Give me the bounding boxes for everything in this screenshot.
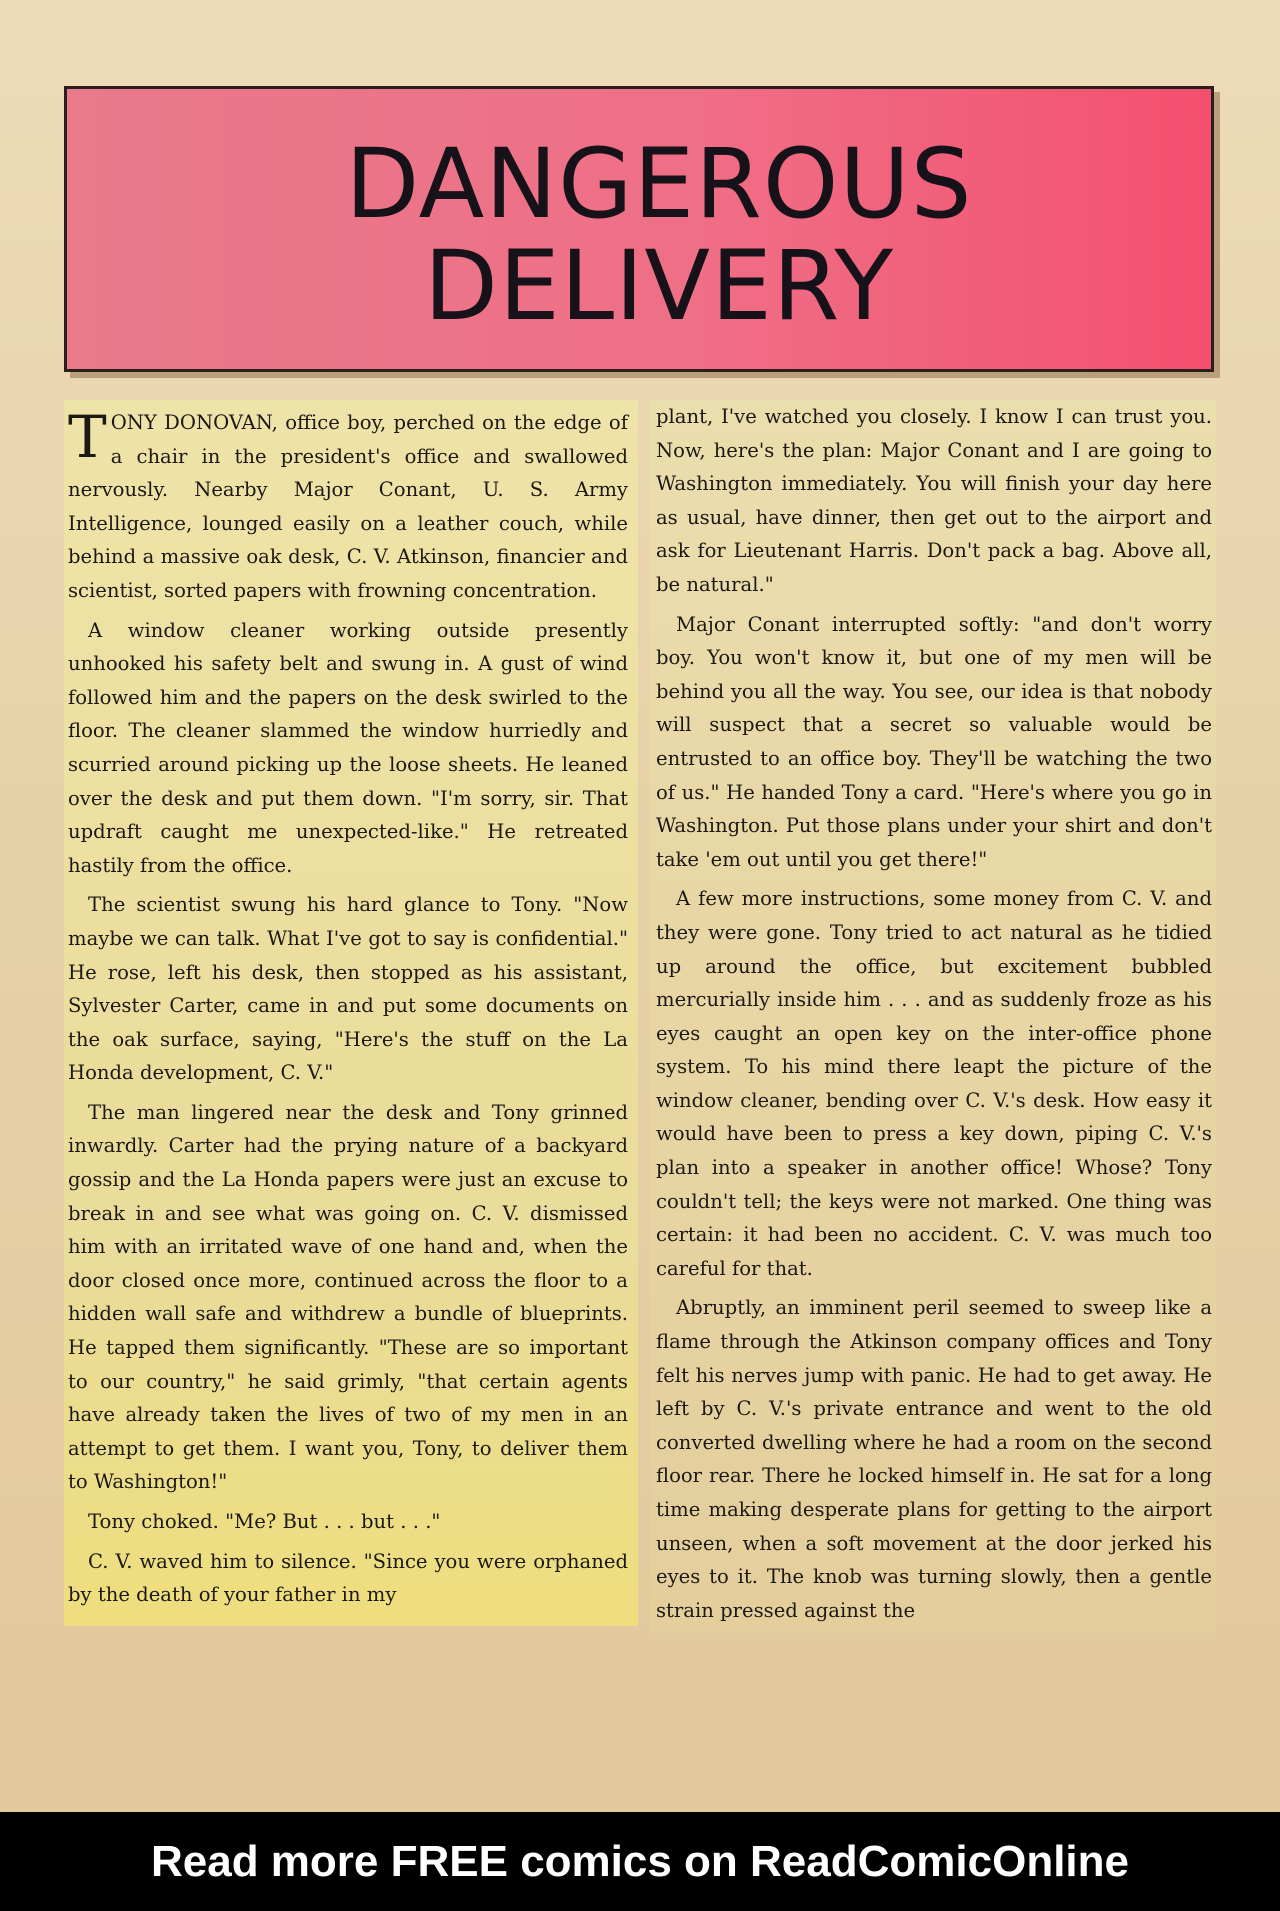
title-panel <box>64 86 1214 372</box>
promo-banner[interactable]: Read more FREE comics on ReadComicOnline <box>0 1812 1280 1911</box>
story-paragraph: The man lingered near the desk and Tony grinned inwardly. Carter had the prying nature of a backyard gossip and the La Honda papers were just an excuse to break in and see what was going on. C. V. dismissed him with an irritated wave of one hand and, when the door closed once more, continued across the floor to a hidden wall safe and withdrew a bundle of blueprints. He tapped them significantly. "These are so important to our country," he said grimly, "that certain agents have already taken the lives of two of my men in an attempt to get them. I want you, Tony, to deliver them to Washington!" <box>68 1100 628 1494</box>
story-paragraph: Tony choked. "Me? But . . . but . . ." <box>88 1510 441 1533</box>
title-line-2: DELIVERY <box>424 230 894 342</box>
story-paragraph: The scientist swung his hard glance to Tony. "Now maybe we can talk. What I've got to say is confidential." He rose, left his desk, then stopped as his assistant, Sylvester Carter, came in and put some documents on the oak surface, saying, "Here's the stuff on the La Honda development, C. V." <box>68 893 628 1085</box>
story-column-right <box>650 400 1216 1633</box>
story-paragraph: Abruptly, an imminent peril seemed to sweep like a flame through the Atkinson company offices and Tony felt his nerves jump with panic. He had to get away. He left by C. V.'s private entrance and went to the old converted dwelling where he had a room on the second floor rear. There he locked himself in. He sat for a long time making desperate plans for getting to the airport unseen, when a soft movement at the door jerked his eyes to it. The knob was turning slowly, then a gentle strain pressed against the <box>656 1296 1212 1622</box>
story-paragraph: A window cleaner working outside presently unhooked his safety belt and swung in. A gust of wind followed him and the papers on the desk swirled to the floor. The cleaner slammed the window hurriedly and scurried around picking up the loose sheets. He leaned over the desk and put them down. "I'm sorry, sir. That updraft caught me unexpected-like." He retreated hastily from the office. <box>68 618 628 877</box>
story-column-left <box>64 400 638 1626</box>
drop-cap: T <box>68 403 107 471</box>
title-line-1: DANGEROUS <box>345 128 973 240</box>
story-paragraph: TONY DONOVAN, office boy, perched on the edge of a chair in the president's office and swallowed nervously. Nearby Major Conant, U. S. Army Intelligence, lounged easily on a leather couch, while behind a massive oak desk, C. V. Atkinson, financier and scientist, sorted papers with frowning concentration. <box>68 403 628 602</box>
story-paragraph: A few more instructions, some money from C. V. and they were gone. Tony tried to act natural as he tidied up around the office, but excitement bubbled mercurially inside him . . . and as suddenly froze as his eyes caught an open key on the inter-office phone system. To his mind there leapt the picture of the window cleaner, bending over C. V.'s desk. How easy it would have been to press a key down, piping C. V.'s plan into a speaker in another office! Whose? Tony couldn't tell; the keys were not marked. One thing was certain: it had been no accident. C. V. was much too careful for that. <box>656 887 1212 1280</box>
story-paragraph: plant, I've watched you closely. I know I can trust you. Now, here's the plan: Major Conant and I are going to Washington immediately. You will finish your day here as usual, have dinner, then get out to the airport and ask for Lieutenant Harris. Don't pack a bag. Above all, be natural." <box>656 405 1212 596</box>
story-paragraph: Major Conant interrupted softly: "and don't worry boy. You won't know it, but one of my men will be behind you all the way. You see, our idea is that nobody will suspect that a secret so valuable would be entrusted to an office boy. They'll be watching the two of us." He handed Tony a card. "Here's where you go in Washington. Put those plans under your shirt and don't take 'em out until you get there!" <box>656 612 1212 871</box>
story-paragraph: C. V. waved him to silence. "Since you were orphaned by the death of your father in my <box>68 1549 628 1607</box>
